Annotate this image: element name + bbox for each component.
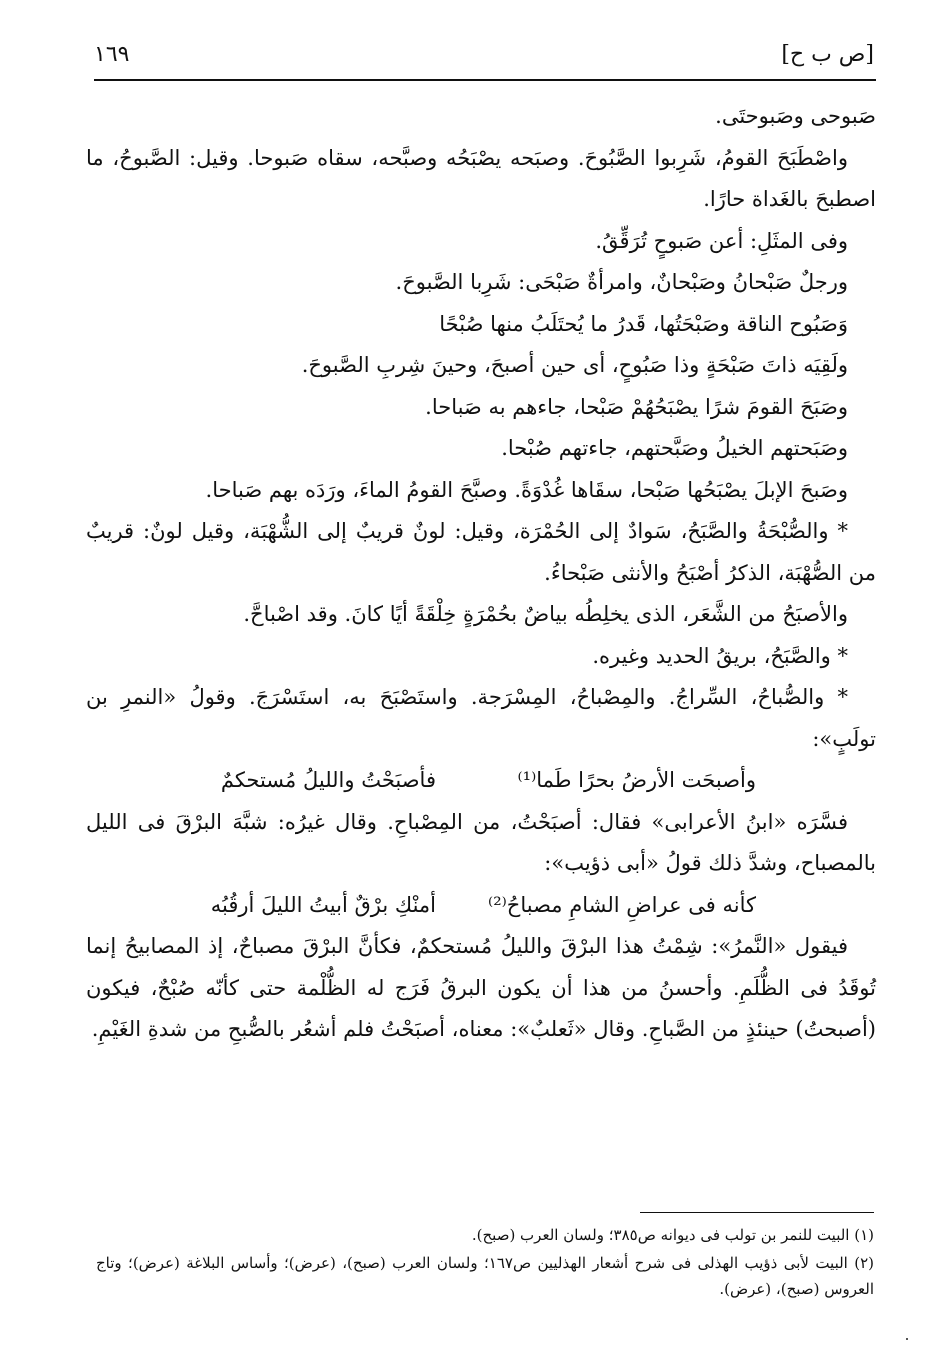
page-header: [94, 38, 874, 78]
text-line: وَصَبُوح الناقة وصَبْحَتُها، قَدرُ ما يُحتَلَبُ منها صُبْحًا: [439, 311, 848, 336]
header-rule: [94, 79, 876, 81]
verse-2-second-hemistich: كأنه فى عراضِ الشامِ مصباحُ⁽²⁾: [488, 892, 756, 917]
text-paragraph: فيقول «النَّمرُ»: شِمْتُ هذا البرْقَ والليلُ مُستحكمٌ، فكأنَّ البرْقَ مصباحٌ، إذ المصابيحُ إنما تُوقَدُ فى الظُّلَمِ. وأحسنُ من هذا أن يكون البرقُ فَرَج له الظُّلْمة حتى كأنّه صُبْحٌ، فيكون (أصبحتُ) حينئذٍ من الصَّباحِ. وقال «ثَعلبٌ»: معناه، أصبَحْتُ فلم أشعُر بالصُّبحِ من شدةِ الغَيْمِ.: [86, 934, 876, 1041]
verse-1-first-hemistich: فأصبَحْتُ والليلُ مُستحكمٌ: [220, 768, 436, 792]
verse-2: [86, 885, 876, 927]
scan-speck: [906, 1338, 908, 1340]
verse-1: [86, 760, 876, 802]
footnote-2: (٢) البيت لأبى ذؤيب الهذلى فى شرح أشعار الهذليين ص١٦٧؛ ولسان العرب (صبح)، (عرض)؛ وأساس البلاغة (عرض)؛ وتاج العروس (صبح)، (عرض).: [96, 1254, 874, 1298]
root-label: [ص ب ح]: [781, 42, 874, 67]
text-line: صَبوحى وصَبوحتَى.: [715, 104, 876, 128]
footnote-1: (١) البيت للنمر بن تولب فى ديوانه ص٣٨٥؛ ولسان العرب (صبح).: [471, 1226, 874, 1244]
text-line: وصَبحَ الإبلَ يصْبَحُها صَبْحا، سقَاها غُدْوَةً. وصبَّحَ القومُ الماءَ، ورَدَه بهم صَباحا.: [205, 477, 848, 502]
text-line: ورجلٌ صَبْحانُ وصَبْحانٌ، وامرأةٌ صَبْحَى: شَرِبا الصَّبوحَ.: [395, 270, 848, 294]
text-line: * والصُّبْحَةُ والصَّبَحُ، سَوادٌ إلى الحُمْرَة، وقيل: لونٌ قريبٌ إلى الشُّهْبَة، وقيل لونٌ: قريبٌ من الصُّهْبَة، الذكرُ أصْبَحُ والأنثى صَبْحاءُ.: [86, 519, 876, 585]
text-line: وفى المثَلِ: أعن صَبوحٍ تُرَقِّقُ.: [595, 228, 848, 253]
text-paragraph: فسَّرَه «ابنُ الأعرابى» فقال: أصبَحْتُ، من المِصْباحِ. وقال غيرُه: شبَّهَ البرْقَ فى الليل بالمصباح، وشدَّ ذلك قولُ «أبى ذؤيب»:: [86, 809, 876, 875]
text-line: والأصبَحُ من الشَّعَر، الذى يخلِطُه بياضٌ بحُمْرَةٍ خِلْقَةً أيًا كانَ. وقد اصْباحَّ.: [243, 602, 848, 626]
verse-2-first-hemistich: أمنْكِ برْقٌ أبيتُ الليلَ أرقُبُه: [210, 892, 436, 917]
text-line: ولَقِيَه ذاتَ صَبْحَةٍ وذا صَبُوحٍ، أى حين أصبحَ، وحينَ شِربِ الصَّبوحَ.: [301, 353, 848, 377]
text-line: * والصَّبَحُ، بريقُ الحديد وغيره.: [592, 643, 848, 668]
text-line: * والصُّباحُ، السِّراجُ. والمِصْباحُ، المِسْرَجة. واستَصْبَحَ به، استَسْرَجَ. وقولُ «النمرِ بن تولَبٍ»:: [86, 685, 876, 751]
text-line: وصَبَحتهم الخيلُ وصَبَّحتهم، جاءتهم صُبْحا.: [501, 436, 848, 460]
footnotes: [96, 1222, 874, 1304]
page-number: ١٦٩: [94, 42, 130, 67]
footnote-rule: [640, 1212, 874, 1213]
verse-1-second-hemistich: وأصبحَت الأرضُ بحرًا طَما⁽¹⁾: [517, 768, 756, 792]
text-line: وصَبَحَ القومَ شرًا يصْبَحُهُمْ صَبْحا، جاءهم به صَباحا.: [425, 394, 848, 419]
main-text: [86, 96, 876, 1051]
text-line: واصْطَبَحَ القومُ، شَرِبوا الصَّبُوحَ. وصبَحه يصْبَحُه وصبَّحه، سقاه صَبوحا. وقيل: الصَّبوحُ، ما اصطبحَ بالغَداة حارًا.: [86, 145, 876, 211]
